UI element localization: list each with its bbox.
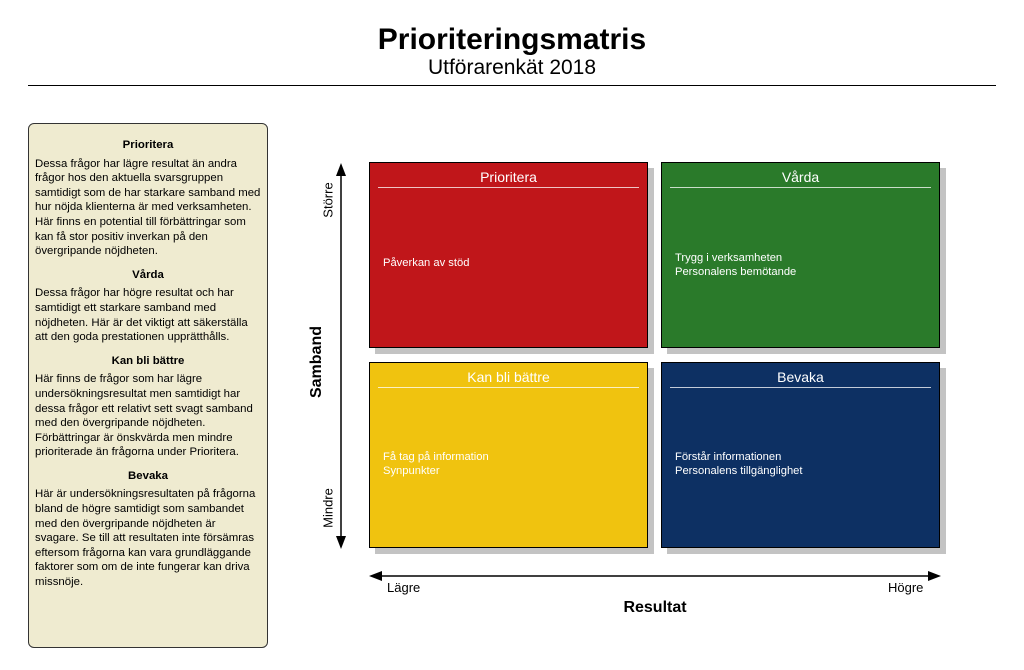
legend-text: Dessa frågor har lägre resultat än andra frågor hos den aktuella svarsgruppen samtidigt som de har starkare samband med hur nöjda klienterna är med verksamheten. Här finns en potential till förbättringar som kan få stor positiv inverkan på den övergripande nöjdheten. xyxy=(35,157,261,258)
legend-heading: Prioritera xyxy=(122,139,174,151)
quadrant-title: Bevaka xyxy=(670,367,931,388)
quadrant-item: Personalens bemötande xyxy=(675,265,797,278)
quadrant-item: Trygg i verksamheten xyxy=(675,252,783,264)
y-axis-arrow xyxy=(336,163,346,549)
x-axis-title: Resultat xyxy=(623,599,687,616)
y-axis-high-label: Större xyxy=(320,182,336,218)
legend-text: Dessa frågor har högre resultat och har samtidigt ett starkare samband med nöjdheten. Här är det viktigt att säkerställa att den goda prestationen upprätthålls. xyxy=(35,287,248,344)
page-title: Prioriteringsmatris xyxy=(377,23,647,56)
x-axis-high-label: Högre xyxy=(888,580,924,595)
x-axis-low-label: Lägre xyxy=(387,580,421,595)
y-axis-title: Samband xyxy=(308,325,325,399)
quadrant-item: Få tag på information xyxy=(383,451,489,463)
y-axis-low-label: Mindre xyxy=(320,488,336,528)
quadrant-title: Vårda xyxy=(670,167,931,188)
legend-heading: Kan bli bättre xyxy=(111,354,185,367)
quadrant-item: Personalens tillgänglighet xyxy=(675,464,803,477)
x-axis-arrow xyxy=(369,571,941,581)
page-subtitle: Utförarenkät 2018 xyxy=(427,56,597,79)
legend-text: Här är undersökningsresultaten på frågorna bland de högre samtidigt som sambandet med den övergripande nöjdheten är svagare. Se till att resultaten inte försämras eftersom frågorna kan vara grundläggande faktorer som om de inte fungerar kan driva missnöje. xyxy=(35,488,256,589)
quadrant-item: Synpunkter xyxy=(383,464,440,477)
quadrant-item: Förstår informationen xyxy=(675,451,782,463)
quadrant-title: Kan bli bättre xyxy=(378,367,639,388)
legend-text: Här finns de frågor som har lägre undersökningsresultat men samtidigt har dessa frågor ett relativt sett svagt samband med den övergripande nöjdheten. Förbättringar är önskvärda men mindre prioriterade än frågorna under Prioritera. xyxy=(35,373,253,459)
quadrant-title: Prioritera xyxy=(378,167,639,188)
legend-heading: Bevaka xyxy=(128,469,168,482)
quadrant-item: Påverkan av stöd xyxy=(383,257,470,269)
legend-heading: Vårda xyxy=(132,268,164,281)
